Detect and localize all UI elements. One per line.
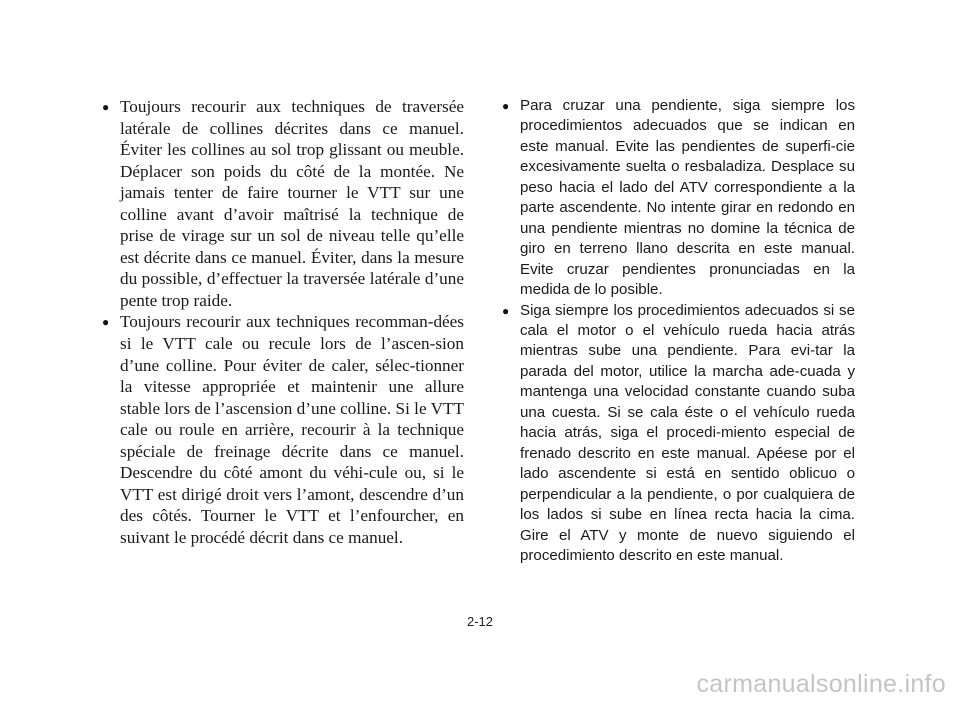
french-bullet-item	[98, 311, 464, 548]
french-bullet-item	[98, 96, 464, 311]
bullet-icon: ●	[502, 99, 510, 113]
spanish-bullet-item	[498, 96, 855, 301]
bullet-icon: ●	[102, 100, 110, 114]
bullet-icon: ●	[102, 315, 110, 330]
french-bullet-text: Toujours recourir aux techniques de traversée latérale de collines décrites dans ce manuel. Éviter les collines au sol trop glissant ou meuble. Déplacer son poids du côté de la montée. Ne jamais tenter de faire tourner le VTT sur une colline avant d’avoir maîtrisé la technique de prise de virage sur un sol de niveau telle qu’elle est décrite dans ce manuel. Éviter, dans la mesure du possible, d’effectuer la traversée latérale d’une pente trop raide.	[120, 97, 464, 310]
spanish-bullet-text: Para cruzar una pendiente, siga siempre los procedimientos adecuados que se indican en este manual. Evite las pendientes de superfi-cie excesivamente suelta o resbaladiza. Desplace su peso hacia el lado del ATV correspondiente a la parte ascendente. No intente girar en redondo en una pendiente mientras no domine la técnica de giro en terreno llano descrita en este manual. Evite cruzar pendientes pronunciadas en la medida de lo posible.	[520, 97, 855, 299]
spanish-column	[498, 96, 855, 566]
spanish-bullet-text: Siga siempre los procedimientos adecuados si se cala el motor o el vehículo rueda hacia atrás mientras sube una pendiente. Para evi-tar la parada del motor, utilice la marcha ade-cuada y mantenga una velocidad constante cuando suba una cuesta. Si se cala éste o el vehículo rueda hacia atrás, siga el procedi-miento especial de frenado descrito en este manual. Apéese por el lado ascendente si está en sentido oblicuo o perpendicular a la pendiente, o por cualquiera de los lados si sube en línea recta hacia la cima. Gire el ATV y monte de nuevo siguiendo el procedimiento descrito en este manual.	[520, 301, 855, 564]
french-bullet-text: Toujours recourir aux techniques recomman-dées si le VTT cale ou recule lors de l’ascen-sion d’une colline. Pour éviter de caler, sélec-tionner la vitesse appropriée et maintenir une allure stable lors de l’ascension d’une colline. Si le VTT cale ou roule en arrière, recourir à la technique spéciale de freinage décrite dans ce manuel. Descendre du côté amont du véhi-cule ou, si le VTT est dirigé droit vers l’amont, descendre d’un des côtés. Tourner le VTT et l’enfourcher, en suivant le procédé décrit dans ce manuel.	[120, 312, 464, 547]
watermark: carmanualsonline.info	[696, 670, 946, 698]
bullet-icon: ●	[502, 303, 510, 318]
french-column	[98, 96, 464, 548]
spanish-bullet-item	[498, 301, 855, 567]
page-number: 2-12	[466, 614, 494, 629]
